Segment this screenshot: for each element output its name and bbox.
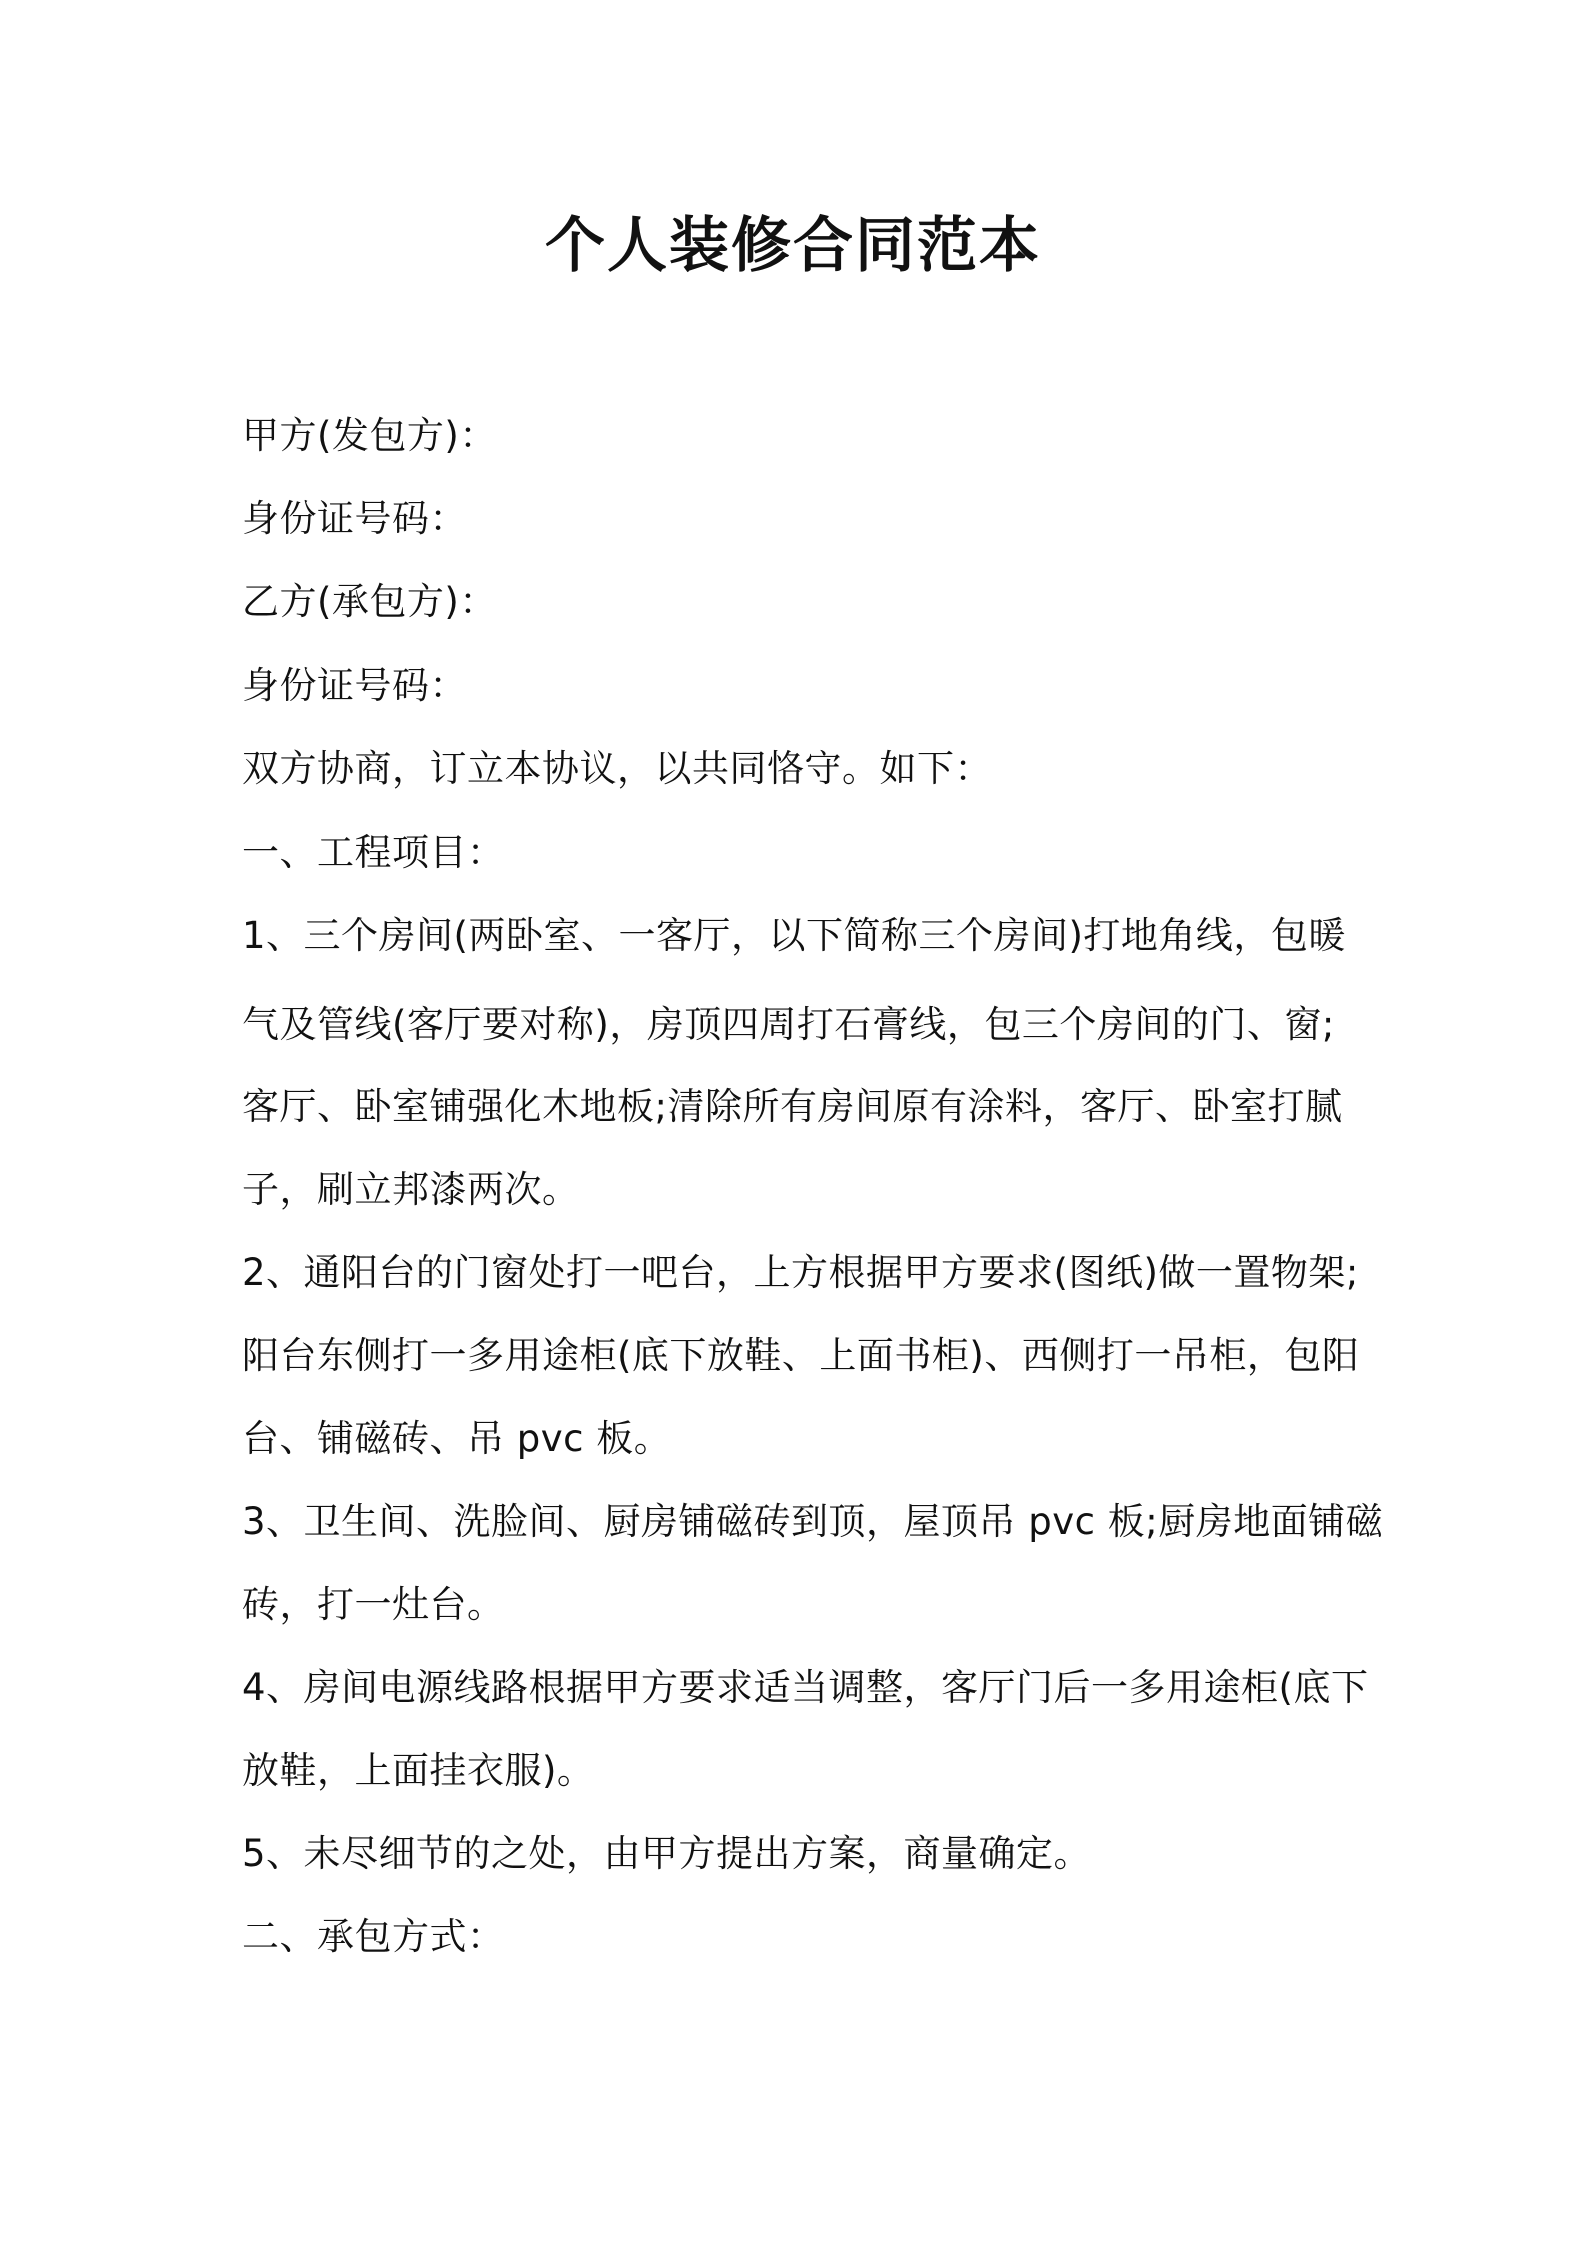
- body-text-line: 放鞋，上面挂衣服)。: [242, 1749, 595, 1792]
- body-text-line: 气及管线(客厅要对称)，房顶四周打石膏线，包三个房间的门、窗;: [242, 1003, 1335, 1046]
- body-text-line: 砖，打一灶台。: [242, 1583, 505, 1626]
- body-text-line: 4、房间电源线路根据甲方要求适当调整，客厅门后一多用途柜(底下: [242, 1666, 1369, 1709]
- party-a-id-line: 身份证号码：: [242, 497, 467, 540]
- body-text-line: 客厅、卧室铺强化木地板;清除所有房间原有涂料，客厅、卧室打腻: [242, 1085, 1343, 1128]
- party-a-line: 甲方(发包方)：: [242, 414, 497, 457]
- body-text-line: 台、铺磁砖、吊 pvc 板。: [242, 1417, 672, 1460]
- body-text-line: 5、未尽细节的之处，由甲方提出方案，商量确定。: [242, 1832, 1092, 1875]
- section-heading: 二、承包方式：: [242, 1915, 505, 1958]
- party-b-id-line: 身份证号码：: [242, 664, 467, 707]
- body-text-line: 3、卫生间、洗脸间、厨房铺磁砖到顶，屋顶吊 pvc 板;厨房地面铺磁: [242, 1500, 1384, 1543]
- body-text-line: 阳台东侧打一多用途柜(底下放鞋、上面书柜)、西侧打一吊柜，包阳: [242, 1334, 1360, 1377]
- document-title: 个人装修合同范本: [545, 211, 1041, 281]
- body-text-line: 2、通阳台的门窗处打一吧台，上方根据甲方要求(图纸)做一置物架;: [242, 1251, 1359, 1294]
- body-text-line: 1、三个房间(两卧室、一客厅，以下简称三个房间)打地角线，包暖: [242, 914, 1346, 957]
- body-text-line: 子，刷立邦漆两次。: [242, 1168, 580, 1211]
- party-b-line: 乙方(承包方)：: [242, 580, 497, 623]
- section-heading: 一、工程项目：: [242, 831, 505, 874]
- agreement-intro-line: 双方协商，订立本协议，以共同恪守。如下：: [242, 747, 992, 790]
